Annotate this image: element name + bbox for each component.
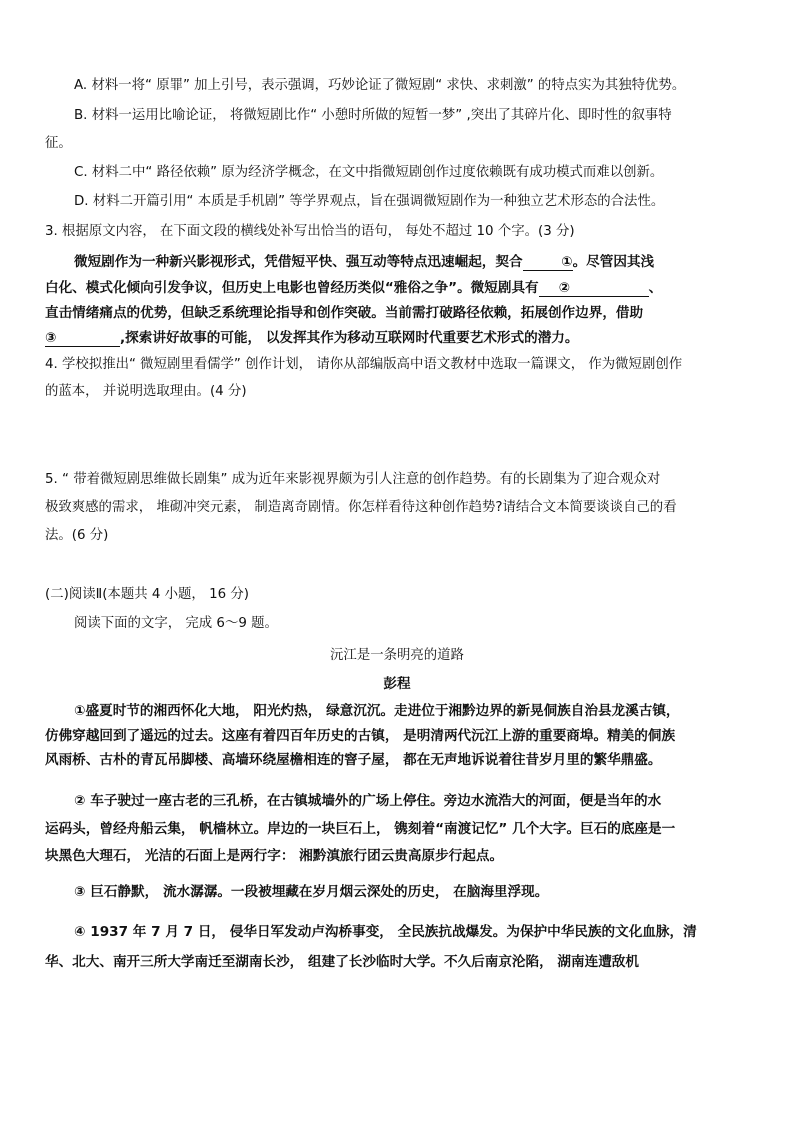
question-4-line-1: 4. 学校拟推出“ 微短剧里看儒学” 创作计划， 请你从部编版高中语文教材中选取一篇课文， 作为微短剧创作 bbox=[45, 357, 683, 372]
question-3-line-3: 直击情绪痛点的优势，但缺乏系统理论指导和创作突破。当前需打破路径依赖，拓展创作边界，借助 bbox=[45, 305, 644, 321]
article-title: 沅江是一条明亮的道路 bbox=[330, 648, 464, 663]
option-b: B. 材料一运用比喻论证， 将微短剧比作“ 小憩时所做的短暂一梦” ,突出了其碎片化、即时性的叙事特 bbox=[74, 108, 672, 123]
question-4-line-2: 的蓝本， 并说明选取理由。(4 分) bbox=[45, 384, 247, 399]
paragraph-4-line-2: 华、北大、南开三所大学南迁至湖南长沙， 组建了长沙临时大学。不久后南京沦陷， 湖南连遭敌机 bbox=[45, 954, 639, 970]
blank-1: ① bbox=[523, 254, 573, 271]
paragraph-2-line-2: 运码头，曾经舟船云集， 帆樯林立。岸边的一块巨石上， 镌刻着“南渡记忆” 几个大字。巨石的底座是一 bbox=[45, 821, 676, 837]
question-3-line-4 bbox=[45, 328, 579, 348]
option-d: D. 材料二开篇引用“ 本质是手机剧” 等学界观点，旨在强调微短剧作为一种独立艺术形态的合法性。 bbox=[74, 194, 665, 209]
text: 微短剧作为一种新兴影视形式，凭借短平快、强互动等特点迅速崛起，契合 bbox=[74, 254, 523, 270]
blank-3: ③ bbox=[45, 330, 120, 347]
paragraph-1-line-1: ①盛夏时节的湘西怀化大地， 阳光灼热， 绿意沉沉。走进位于湘黔边界的新晃侗族自治县龙溪古镇， bbox=[74, 703, 680, 719]
article-author: 彭程 bbox=[383, 676, 411, 692]
question-3-prompt: 3. 根据原文内容， 在下面文段的横线处补写出恰当的语句， 每处不超过 10 个字。(3 分) bbox=[45, 224, 575, 239]
paragraph-3: ③ 巨石静默， 流水潺潺。一段被埋藏在岁月烟云深处的历史， 在脑海里浮现。 bbox=[74, 884, 549, 900]
option-c: C. 材料二中“ 路径依赖” 原为经济学概念，在文中指微短剧创作过度依赖既有成功模式而难以创新。 bbox=[74, 165, 664, 180]
paragraph-4-line-1: ④ 1937 年 7 月 7 日， 侵华日军发动卢沟桥事变， 全民族抗战爆发。为保护中华民族的文化血脉，清 bbox=[74, 924, 697, 940]
text: 。尽管因其浅 bbox=[572, 254, 655, 270]
text: ,探索讲好故事的可能， 以发挥其作为移动互联网时代重要艺术形式的潜力。 bbox=[120, 330, 579, 346]
question-3-line-2 bbox=[45, 278, 662, 298]
blank-2: ② bbox=[539, 280, 649, 297]
text: 、 bbox=[648, 280, 663, 296]
paragraph-2-line-3: 块黑色大理石， 光洁的石面上是两行字： 湘黔滇旅行团云贵高原步行起点。 bbox=[45, 848, 504, 864]
section-instruction: 阅读下面的文字， 完成 6～9 题。 bbox=[74, 616, 278, 631]
paragraph-2-line-1: ② 车子驶过一座古老的三孔桥，在古镇城墙外的广场上停住。旁边水流浩大的河面，便是当年的水 bbox=[74, 793, 662, 809]
paragraph-1-line-2: 仿佛穿越回到了遥远的过去。这座有着四百年历史的古镇， 是明清两代沅江上游的重要商埠。精美的侗族 bbox=[45, 728, 676, 744]
section-header: (二)阅读Ⅱ(本题共 4 小题， 16 分) bbox=[45, 587, 249, 602]
question-5-line-3: 法。(6 分) bbox=[45, 528, 109, 543]
question-3-line-1 bbox=[74, 252, 654, 272]
question-5-line-2: 极致爽感的需求， 堆砌冲突元素， 制造离奇剧情。你怎样看待这种创作趋势?请结合文本简要谈谈自己的看 bbox=[45, 500, 677, 515]
question-5-line-1: 5. “ 带着微短剧思维做长剧集” 成为近年来影视界颇为引人注意的创作趋势。有的长剧集为了迎合观众对 bbox=[45, 472, 661, 487]
option-b-continued: 征。 bbox=[45, 136, 72, 151]
option-a: A. 材料一将“ 原罪” 加上引号，表示强调，巧妙论证了微短剧“ 求快、求刺激” 的特点实为其独特优势。 bbox=[74, 78, 686, 93]
paragraph-1-line-3: 风雨桥、古朴的青瓦吊脚楼、高墙环绕屋檐相连的窨子屋， 都在无声地诉说着往昔岁月里的繁华鼎盛。 bbox=[45, 752, 662, 768]
text: 白化、模式化倾向引发争议，但历史上电影也曾经历类似“雅俗之争”。微短剧具有 bbox=[45, 280, 539, 296]
